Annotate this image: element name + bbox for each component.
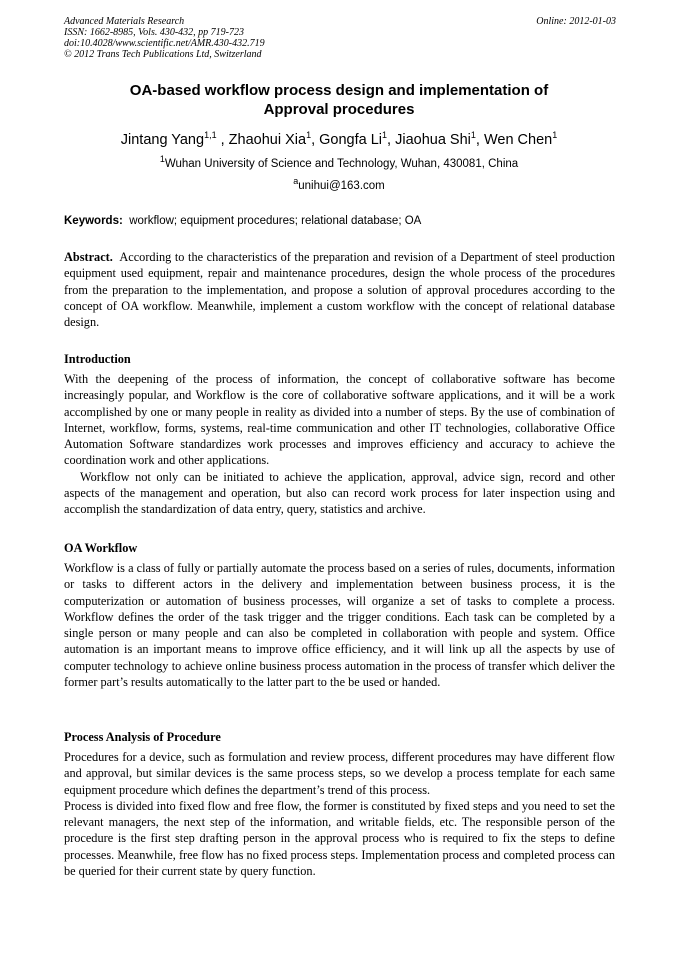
- journal-doi: doi:10.4028/www.scientific.net/AMR.430-432.719: [64, 38, 265, 49]
- author-separator: ,: [220, 132, 225, 148]
- journal-issn: ISSN: 1662-8985, Vols. 430-432, pp 719-723: [64, 27, 244, 38]
- introduction-heading: Introduction: [64, 352, 131, 366]
- abstract-label: Abstract.: [64, 250, 113, 264]
- paper-title-line-1: OA-based workflow process design and implementation of: [129, 82, 549, 99]
- introduction-paragraph-1: With the deepening of the process of information, the concept of collaborative software has become increasingly popular, and Workflow is the core of collaborative software applications, and it will be a work accomplished by one or many people in reality as divided into a number of steps. By the use of combination of Internet, workflow, forms, systems, real-time communication and other IT technologies, collaborative Office Automation Software standardizes work processes and improves efficiency and accuracy to achieve the coordination work and other applications.: [64, 372, 615, 468]
- oa-workflow-heading: OA Workflow: [64, 541, 138, 555]
- author-separator: ,: [475, 132, 480, 148]
- author-name: Wen Chen: [483, 132, 553, 148]
- journal-name: Advanced Materials Research: [64, 16, 185, 27]
- keywords-text: workflow; equipment procedures; relational database; OA: [129, 215, 422, 227]
- author-separator: ,: [311, 132, 316, 148]
- process-analysis-section: [64, 729, 615, 879]
- affiliation-mark: 1: [159, 154, 165, 165]
- paper-title: [64, 81, 614, 119]
- author-affiliation-mark: 1: [470, 130, 476, 141]
- author-affiliation-mark: 1: [552, 130, 558, 141]
- abstract-paragraph: [64, 249, 615, 330]
- author-name: Zhaohui Xia: [228, 132, 307, 148]
- oa-workflow-section: [64, 540, 615, 690]
- author-affiliation-mark: 1: [306, 130, 312, 141]
- keywords-label: Keywords:: [64, 215, 123, 227]
- author-affiliation-mark: 1,1: [204, 130, 217, 141]
- email-mark: a: [293, 176, 299, 187]
- author-name: Jintang Yang: [120, 132, 205, 148]
- author-list: [64, 130, 614, 150]
- author-separator: ,: [387, 132, 392, 148]
- process-analysis-paragraph-2: Process is divided into fixed flow and free flow, the former is constituted by fixed steps and you need to set the relevant managers, the next step of the information, and writable fields, etc. The responsible person of the procedure is the first step drafting person in the approval process who is required to fix the steps to define processes. Meanwhile, free flow has no fixed process steps. Implementation process and completed process can be queried for their current state by query function.: [64, 798, 615, 879]
- author-affiliation-mark: 1: [382, 130, 388, 141]
- introduction-paragraph-2: Workflow not only can be initiated to achieve the application, approval, advice sign, record and other aspects of the management and operation, but also can record work process for later inspection using and accomplish the standardization of data entry, query, statistics and archive.: [64, 469, 615, 517]
- affiliation-text: Wuhan University of Science and Technology, Wuhan, 430081, China: [164, 158, 519, 170]
- keywords: [64, 213, 616, 229]
- online-date: Online: 2012-01-03: [536, 16, 616, 27]
- process-analysis-paragraph-1: Procedures for a device, such as formulation and review process, different procedures may have different flow and approval, but similar devices is the same process steps, so we develop a process template for each same equipment procedure which defines the department’s trend of this process.: [64, 750, 615, 797]
- abstract-text: According to the characteristics of the preparation and revision of a Department of steel production equipment used equipment, repair and maintenance procedures, design the whole process of the procedures from the preparation to the implementation, and propose a solution of approval procedures according to the concept of OA workflow. Meanwhile, implement a custom workflow with the concept of relational database design.: [64, 250, 615, 330]
- abstract-section: [64, 249, 615, 330]
- process-analysis-heading: Process Analysis of Procedure: [64, 730, 221, 744]
- oa-workflow-paragraph: Workflow is a class of fully or partially automate the process based on a series of rules, documents, information or tasks to different actors in the delivery and implementation between business process, it is the computerization or automation of business processes, will organize a set of tasks to complete a process. Workflow defines the order of the task trigger and the trigger conditions. Each task can be completed by a single person or many people and can also be completed in collaboration with people and system. Office automation is an important means to improve office efficiency, and it will link up all the aspects by use of computer technology to achieve online business process automation in the process of transfer which deliver the former part’s results automatically to the latter part to the be used or handed.: [64, 561, 615, 690]
- author-name: Gongfa Li: [319, 132, 383, 148]
- introduction-section: [64, 351, 615, 518]
- author-email: [64, 178, 614, 194]
- author-affiliation: [64, 156, 614, 172]
- author-name: Jiaohua Shi: [395, 132, 471, 148]
- email-text: unihui@163.com: [298, 180, 385, 192]
- paper-title-line-2: Approval procedures: [263, 101, 415, 118]
- journal-header: [64, 16, 616, 60]
- journal-copyright: © 2012 Trans Tech Publications Ltd, Switzerland: [64, 49, 262, 60]
